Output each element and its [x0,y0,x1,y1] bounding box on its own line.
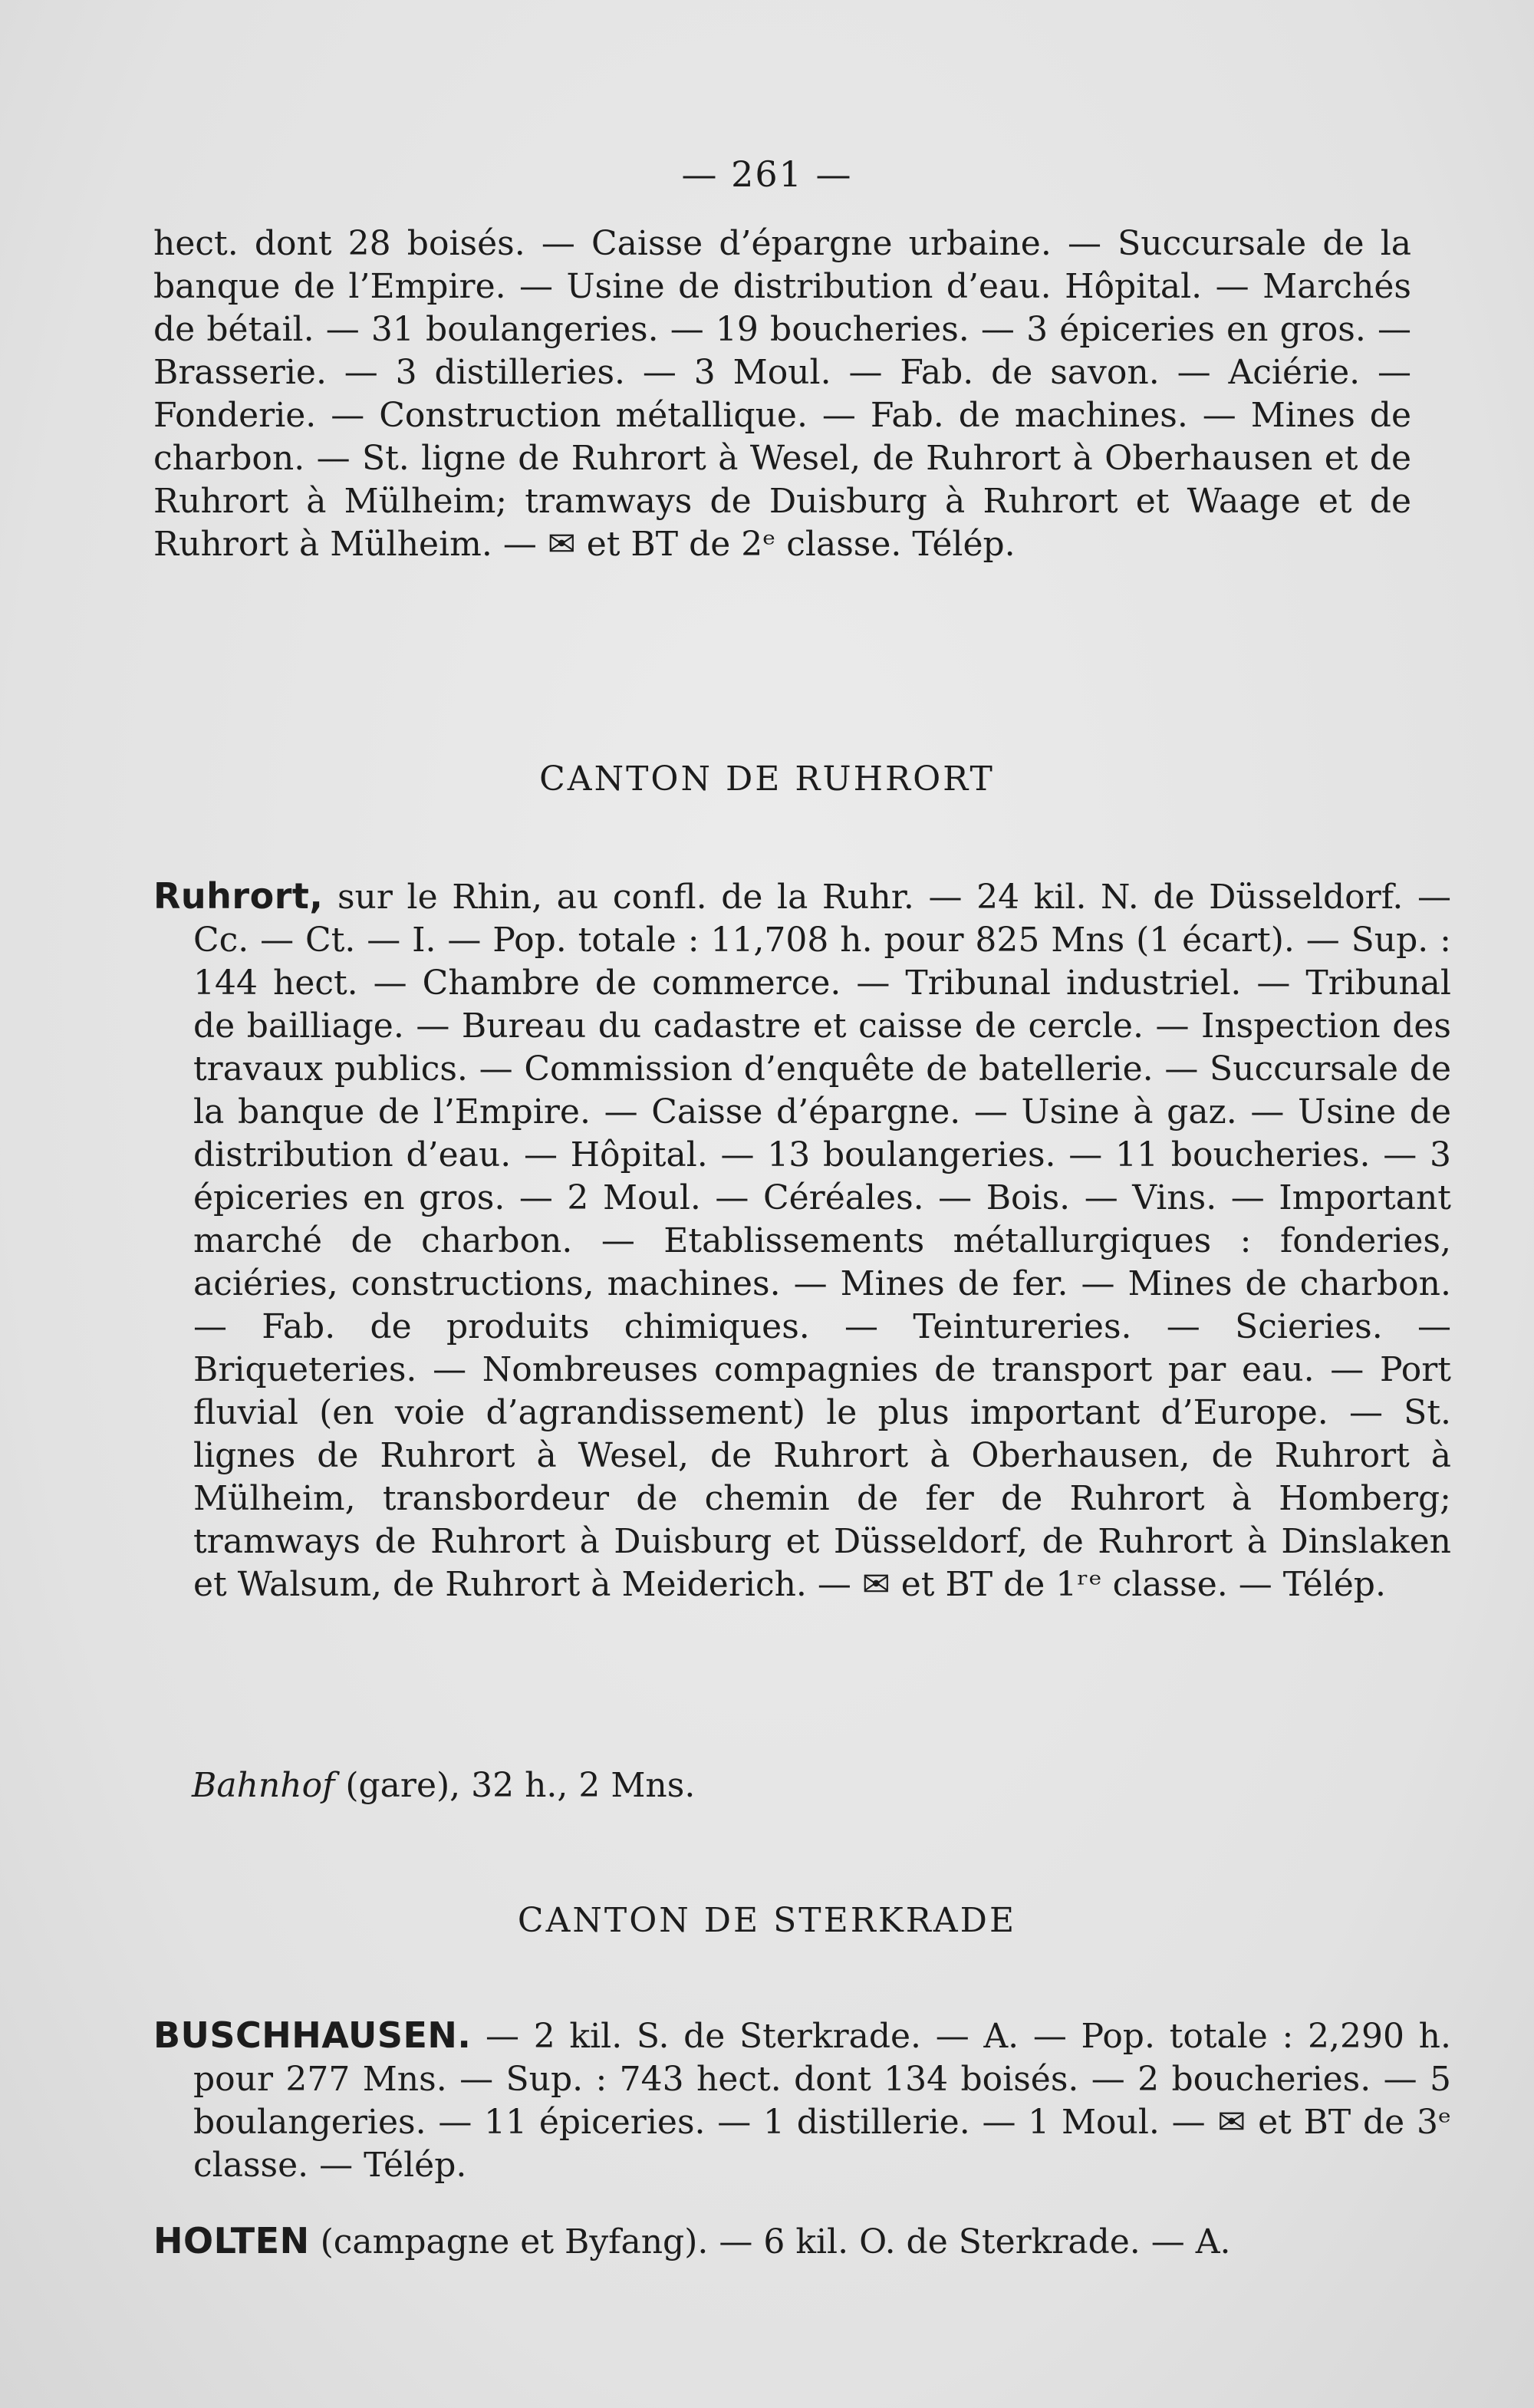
canton-ruhrort-title: CANTON DE RUHRORT [539,759,995,799]
canton-sterkrade-title: CANTON DE STERKRADE [517,1901,1017,1940]
entry-buschhausen-head: BUSCHHAUSEN. [153,2014,472,2056]
intro-paragraph: hect. dont 28 boisés. — Caisse d’épargne urbaine. — Succursale de la banque de l’Empire. — Usine de distribution d’eau. Hôpital. — Marchés de bétail. — 31 boulangeries. — 19 boucheries. — 3 épiceries en gros. — Brasserie. — 3 distilleries. — 3 Moul. — Fab. de savon. — Aciérie. — Fonderie. — Construction métallique. — Fab. de machines. — Mines de charbon. — St. ligne de Ruhrort à Wesel, de Ruhrort à Oberhausen et de Ruhrort à Mülheim; tramways de Duisburg à Ruhrort et Waage et de Ruhrort à Mülheim. — ✉ et BT de 2ᵉ classe. Télép. [153,224,1411,564]
entry-ruhrort-head: Ruhrort, [153,875,324,917]
entry-ruhrort [153,875,1451,1606]
gare-name: Bahnhof [192,1766,335,1805]
entry-buschhausen [153,2014,1451,2187]
gare-text: (gare), 32 h., 2 Mns. [334,1766,696,1805]
entry-holten-text: (campagne et Byfang). — 6 kil. O. de Sterkrade. — A. [309,2222,1231,2261]
entry-holten [153,2219,1451,2264]
entry-holten-head: HOLTEN [153,2220,310,2261]
gare-line [192,1764,695,1807]
entry-buschhausen-text: — 2 kil. S. de Sterkrade. — A. — Pop. totale : 2,290 h. pour 277 Mns. — Sup. : 743 hect. dont 134 boisés. — 2 boucheries. — 5 boulangeries. — 11 épiceries. — 1 distillerie. — 1 Moul. — ✉ et BT de 3ᵉ classe. — Télép. [193,2017,1451,2185]
page-number: — 261 — [681,153,853,195]
entry-ruhrort-text: sur le Rhin, au confl. de la Ruhr. — 24 kil. N. de Düsseldorf. — Cc. — Ct. — I. — Pop. totale : 11,708 h. pour 825 Mns (1 écart). — Sup. : 144 hect. — Chambre de commerce. — Tribunal industriel. — Tribunal de bailliage. — Bureau du cadastre et caisse de cercle. — Inspection des travaux publics. — Commission d’enquête de batellerie. — Succursale de la banque de l’Empire. — Caisse d’épargne. — Usine à gaz. — Usine de distribution d’eau. — Hôpital. — 13 boulangeries. — 11 boucheries. — 3 épiceries en gros. — 2 Moul. — Céréales. — Bois. — Vins. — Important marché de charbon. — Etablissements métallurgiques : fonderies, aciéries, constructions, machines. — Mines de fer. — Mines de charbon. — Fab. de produits chimiques. — Teintureries. — Scieries. — Briqueteries. — Nombreuses compagnies de transport par eau. — Port fluvial (en voie d’agrandissement) le plus important d’Europe. — St. lignes de Ruhrort à Wesel, de Ruhrort à Oberhausen, de Ruhrort à Mülheim, transbordeur de chemin de fer de Ruhrort à Homberg; tramways de Ruhrort à Duisburg et Düsseldorf, de Ruhrort à Dinslaken et Walsum, de Ruhrort à Meiderich. — ✉ et BT de 1ʳᵉ classe. — Télép. [193,878,1451,1604]
